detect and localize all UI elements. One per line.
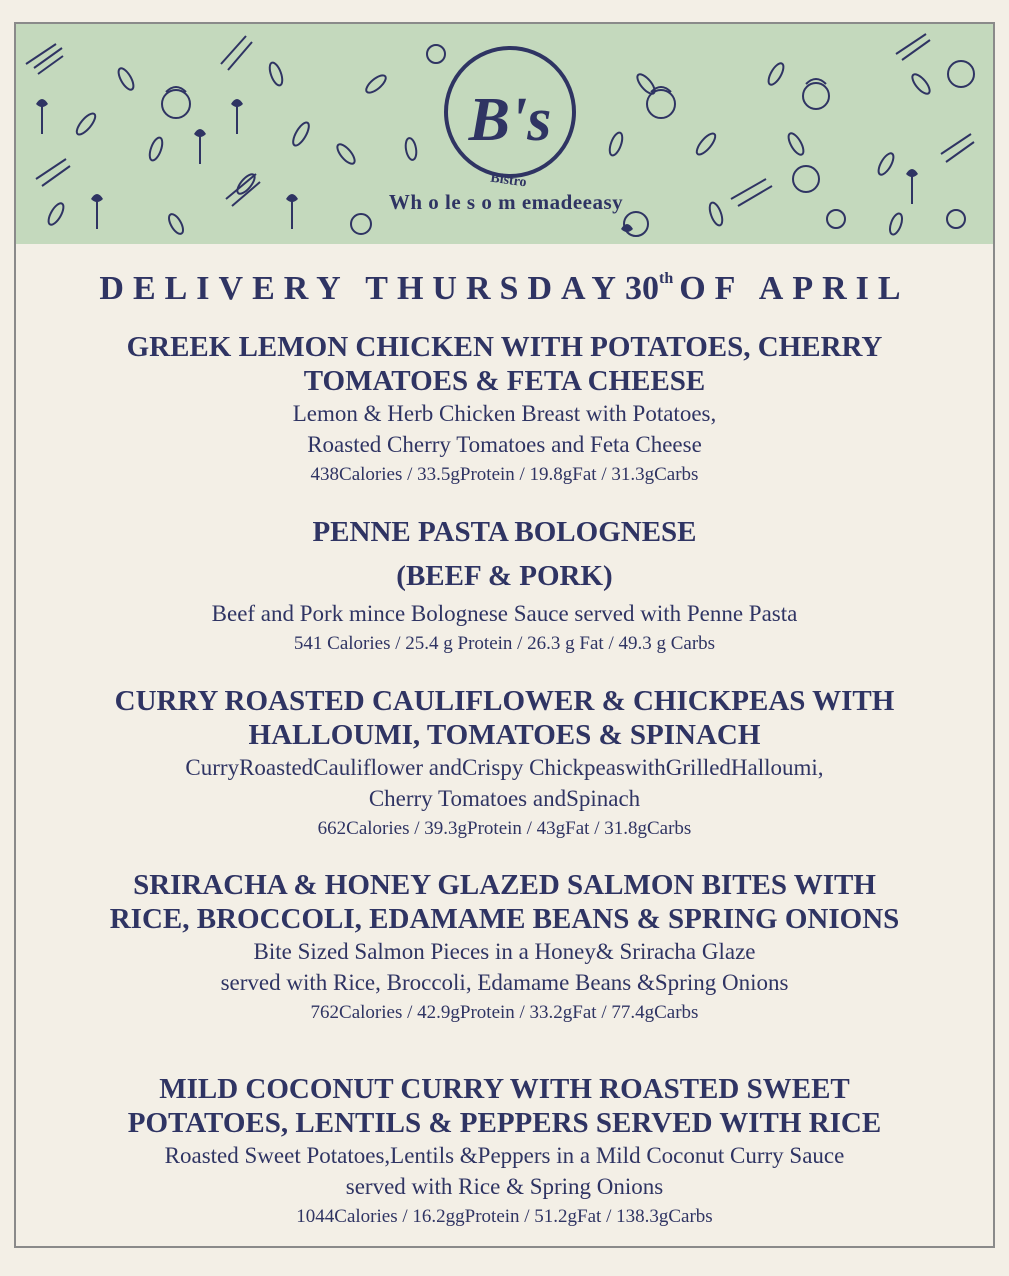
item-description-line-2: Roasted Cherry Tomatoes and Feta Cheese: [307, 432, 702, 457]
item-description-line-1: Roasted Sweet Potatoes,Lentils &Peppers in a Mild Coconut Curry Sauce: [164, 1143, 845, 1168]
item-nutrition: 541 Calories / 25.4 g Protein / 26.3 g Fat / 49.3 g Carbs: [293, 633, 716, 654]
delivery-day: 30: [624, 270, 659, 307]
item-description-line-2: Cherry Tomatoes andSpinach: [368, 786, 641, 811]
item-title-line-2: RICE, BROCCOLI, EDAMAME BEANS & SPRING ONIONS: [109, 903, 900, 935]
item-nutrition: 438Calories / 33.5gProtein / 19.8gFat / 31.3gCarbs: [310, 464, 699, 485]
menu-item: [16, 684, 993, 843]
bistro-logo: [440, 42, 580, 202]
menu-item: [16, 510, 993, 658]
item-title-line-2: POTATOES, LENTILS & PEPPERS SERVED WITH RICE: [127, 1107, 882, 1139]
item-title-line-1: MILD COCONUT CURRY WITH ROASTED SWEET: [159, 1073, 850, 1105]
delivery-date-heading: [16, 270, 993, 308]
item-title-line-1: PENNE PASTA BOLOGNESE: [312, 516, 697, 548]
svg-text:B's: B's: [468, 86, 552, 154]
item-description-line-1: CurryRoastedCauliflower andCrispy ChickpeaswithGrilledHalloumi,: [185, 755, 824, 780]
item-description-line-1: Lemon & Herb Chicken Breast with Potatoes,: [292, 401, 717, 426]
delivery-day-suffix: th: [658, 270, 674, 287]
menu-item: [16, 868, 993, 1027]
header-banner: [16, 24, 993, 244]
item-title-line-1: GREEK LEMON CHICKEN WITH POTATOES, CHERRY: [126, 331, 883, 363]
item-nutrition: 1044Calories / 16.2ggProtein / 51.2gFat / 138.3gCarbs: [296, 1206, 713, 1227]
item-title-line-2: TOMATOES & FETA CHEESE: [303, 365, 706, 397]
tagline: Wh o le s o m emadeeasy: [388, 190, 624, 214]
item-nutrition: 762Calories / 42.9gProtein / 33.2gFat / 77.4gCarbs: [310, 1002, 699, 1023]
item-description-line-2: served with Rice & Spring Onions: [345, 1174, 664, 1199]
menu-item: [16, 330, 993, 489]
delivery-month: OF APRIL: [679, 270, 910, 307]
delivery-prefix: DELIVERY THURSDAY: [99, 270, 625, 307]
menu-card: [14, 22, 995, 1248]
item-title-line-2: HALLOUMI, TOMATOES & SPINACH: [248, 719, 761, 751]
item-title-line-2: (BEEF & PORK): [396, 560, 613, 592]
item-title-line-1: SRIRACHA & HONEY GLAZED SALMON BITES WITH: [133, 869, 876, 901]
menu-item: [16, 1072, 993, 1231]
svg-text:Bistro: Bistro: [489, 170, 528, 191]
item-description-line-1: Beef and Pork mince Bolognese Sauce served with Penne Pasta: [211, 601, 798, 626]
item-description-line-1: Bite Sized Salmon Pieces in a Honey& Sriracha Glaze: [253, 939, 756, 964]
item-description-line-2: served with Rice, Broccoli, Edamame Beans &Spring Onions: [220, 970, 789, 995]
item-nutrition: 662Calories / 39.3gProtein / 43gFat / 31.8gCarbs: [317, 818, 692, 839]
item-title-line-1: CURRY ROASTED CAULIFLOWER & CHICKPEAS WITH: [114, 685, 895, 717]
